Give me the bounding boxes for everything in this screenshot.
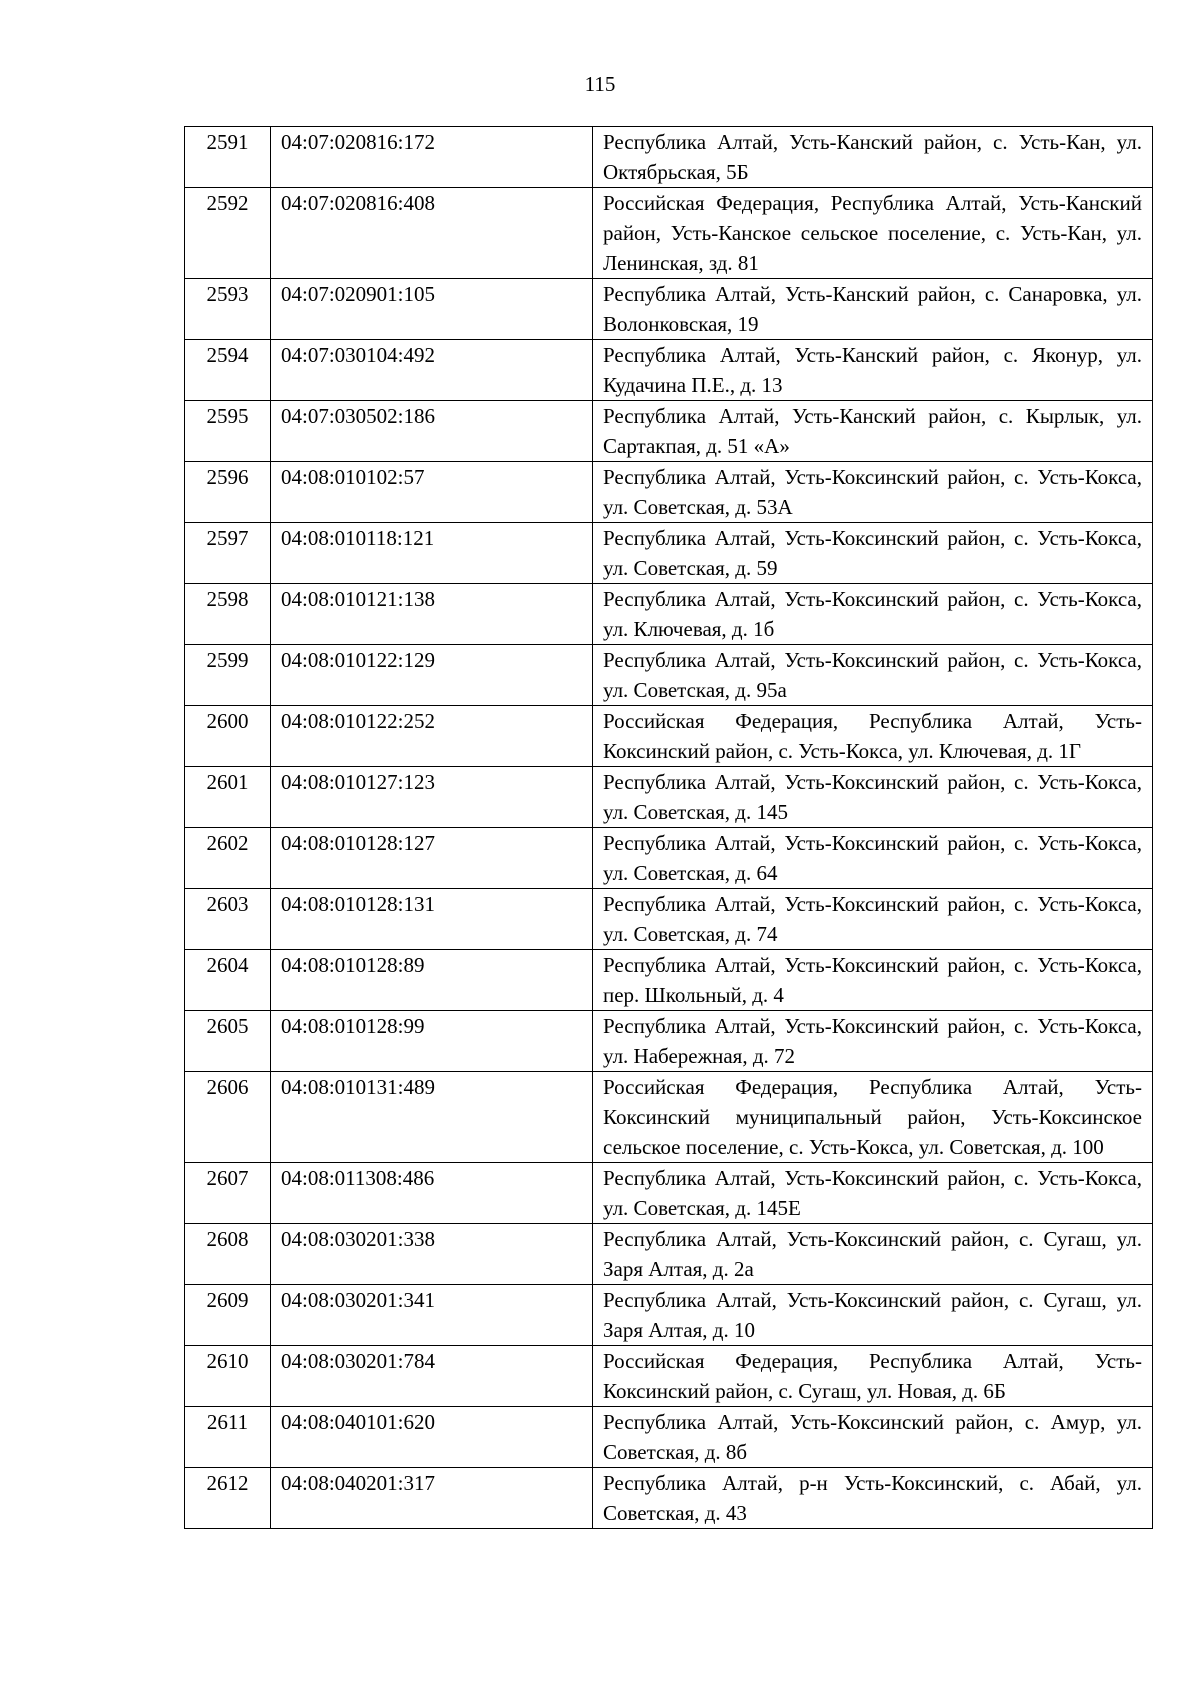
address-cell: Республика Алтай, Усть-Канский район, с. Усть-Кан, ул. Октябрьская, 5Б: [593, 127, 1153, 188]
row-number-cell: 2597: [185, 523, 271, 584]
table-row: [185, 767, 1153, 828]
table-row: [185, 1407, 1153, 1468]
table-row: [185, 889, 1153, 950]
table-row: [185, 188, 1153, 279]
table-row: [185, 127, 1153, 188]
row-number-cell: 2603: [185, 889, 271, 950]
address-cell: Российская Федерация, Республика Алтай, Усть-Коксинский район, с. Усть-Кокса, ул. Ключевая, д. 1Г: [593, 706, 1153, 767]
row-number-cell: 2595: [185, 401, 271, 462]
table-row: [185, 1072, 1153, 1163]
address-cell: Республика Алтай, Усть-Коксинский район, с. Усть-Кокса, ул. Советская, д. 64: [593, 828, 1153, 889]
address-cell: Республика Алтай, Усть-Коксинский район, с. Сугаш, ул. Заря Алтая, д. 2а: [593, 1224, 1153, 1285]
table-row: [185, 1163, 1153, 1224]
row-number-cell: 2601: [185, 767, 271, 828]
address-cell: Российская Федерация, Республика Алтай, Усть-Коксинский район, с. Сугаш, ул. Новая, д. 6Б: [593, 1346, 1153, 1407]
row-number-cell: 2612: [185, 1468, 271, 1529]
page-number: 115: [584, 72, 616, 96]
address-cell: Российская Федерация, Республика Алтай, Усть-Коксинский муниципальный район, Усть-Коксинское сельское поселение, с. Усть-Кокса, ул. Советская, д. 100: [593, 1072, 1153, 1163]
address-cell: Республика Алтай, Усть-Коксинский район, с. Усть-Кокса, ул. Советская, д. 74: [593, 889, 1153, 950]
cadastral-number-cell: 04:07:020816:172: [271, 127, 593, 188]
address-cell: Республика Алтай, Усть-Канский район, с. Санаровка, ул. Волонковская, 19: [593, 279, 1153, 340]
address-cell: Республика Алтай, Усть-Коксинский район, с. Усть-Кокса, ул. Советская, д. 53А: [593, 462, 1153, 523]
table-row: [185, 828, 1153, 889]
row-number-cell: 2594: [185, 340, 271, 401]
row-number-cell: 2610: [185, 1346, 271, 1407]
row-number-cell: 2606: [185, 1072, 271, 1163]
address-cell: Республика Алтай, Усть-Коксинский район, с. Усть-Кокса, ул. Набережная, д. 72: [593, 1011, 1153, 1072]
table-row: [185, 950, 1153, 1011]
table-row: [185, 1011, 1153, 1072]
cadastral-number-cell: 04:07:020901:105: [271, 279, 593, 340]
row-number-cell: 2609: [185, 1285, 271, 1346]
cadastral-number-cell: 04:08:010128:89: [271, 950, 593, 1011]
cadastral-number-cell: 04:08:010122:252: [271, 706, 593, 767]
address-cell: Российская Федерация, Республика Алтай, Усть-Канский район, Усть-Канское сельское поселение, с. Усть-Кан, ул. Ленинская, зд. 81: [593, 188, 1153, 279]
table-row: [185, 645, 1153, 706]
table-row: [185, 523, 1153, 584]
cadastral-number-cell: 04:08:030201:338: [271, 1224, 593, 1285]
cadastral-number-cell: 04:08:040201:317: [271, 1468, 593, 1529]
address-cell: Республика Алтай, Усть-Коксинский район, с. Усть-Кокса, ул. Советская, д. 145: [593, 767, 1153, 828]
table-row: [185, 584, 1153, 645]
cadastral-number-cell: 04:08:010121:138: [271, 584, 593, 645]
address-cell: Республика Алтай, Усть-Коксинский район, с. Усть-Кокса, ул. Советская, д. 59: [593, 523, 1153, 584]
address-cell: Республика Алтай, Усть-Коксинский район, с. Усть-Кокса, пер. Школьный, д. 4: [593, 950, 1153, 1011]
cadastral-number-cell: 04:07:020816:408: [271, 188, 593, 279]
row-number-cell: 2602: [185, 828, 271, 889]
table-row: [185, 401, 1153, 462]
cadastral-number-cell: 04:07:030502:186: [271, 401, 593, 462]
address-cell: Республика Алтай, р-н Усть-Коксинский, с. Абай, ул. Советская, д. 43: [593, 1468, 1153, 1529]
row-number-cell: 2607: [185, 1163, 271, 1224]
table-row: [185, 279, 1153, 340]
row-number-cell: 2599: [185, 645, 271, 706]
address-cell: Республика Алтай, Усть-Коксинский район, с. Усть-Кокса, ул. Советская, д. 95а: [593, 645, 1153, 706]
row-number-cell: 2600: [185, 706, 271, 767]
cadastral-number-cell: 04:08:040101:620: [271, 1407, 593, 1468]
table-row: [185, 1468, 1153, 1529]
row-number-cell: 2608: [185, 1224, 271, 1285]
address-cell: Республика Алтай, Усть-Коксинский район, с. Сугаш, ул. Заря Алтая, д. 10: [593, 1285, 1153, 1346]
registry-table: [184, 126, 1153, 1529]
row-number-cell: 2598: [185, 584, 271, 645]
cadastral-number-cell: 04:08:030201:341: [271, 1285, 593, 1346]
table-row: [185, 462, 1153, 523]
row-number-cell: 2605: [185, 1011, 271, 1072]
row-number-cell: 2596: [185, 462, 271, 523]
cadastral-number-cell: 04:07:030104:492: [271, 340, 593, 401]
table-row: [185, 1224, 1153, 1285]
address-cell: Республика Алтай, Усть-Коксинский район, с. Усть-Кокса, ул. Ключевая, д. 1б: [593, 584, 1153, 645]
registry-table-body: [185, 127, 1153, 1529]
row-number-cell: 2591: [185, 127, 271, 188]
cadastral-number-cell: 04:08:010127:123: [271, 767, 593, 828]
cadastral-number-cell: 04:08:010131:489: [271, 1072, 593, 1163]
address-cell: Республика Алтай, Усть-Канский район, с. Яконур, ул. Кудачина П.Е., д. 13: [593, 340, 1153, 401]
address-cell: Республика Алтай, Усть-Канский район, с. Кырлык, ул. Сартакпая, д. 51 «А»: [593, 401, 1153, 462]
address-cell: Республика Алтай, Усть-Коксинский район, с. Амур, ул. Советская, д. 8б: [593, 1407, 1153, 1468]
table-row: [185, 1285, 1153, 1346]
row-number-cell: 2611: [185, 1407, 271, 1468]
cadastral-number-cell: 04:08:010122:129: [271, 645, 593, 706]
cadastral-number-cell: 04:08:011308:486: [271, 1163, 593, 1224]
table-row: [185, 1346, 1153, 1407]
table-row: [185, 706, 1153, 767]
row-number-cell: 2604: [185, 950, 271, 1011]
table-row: [185, 340, 1153, 401]
cadastral-number-cell: 04:08:010118:121: [271, 523, 593, 584]
cadastral-number-cell: 04:08:010128:131: [271, 889, 593, 950]
cadastral-number-cell: 04:08:030201:784: [271, 1346, 593, 1407]
cadastral-number-cell: 04:08:010128:99: [271, 1011, 593, 1072]
row-number-cell: 2593: [185, 279, 271, 340]
cadastral-number-cell: 04:08:010102:57: [271, 462, 593, 523]
cadastral-number-cell: 04:08:010128:127: [271, 828, 593, 889]
address-cell: Республика Алтай, Усть-Коксинский район, с. Усть-Кокса, ул. Советская, д. 145Е: [593, 1163, 1153, 1224]
row-number-cell: 2592: [185, 188, 271, 279]
